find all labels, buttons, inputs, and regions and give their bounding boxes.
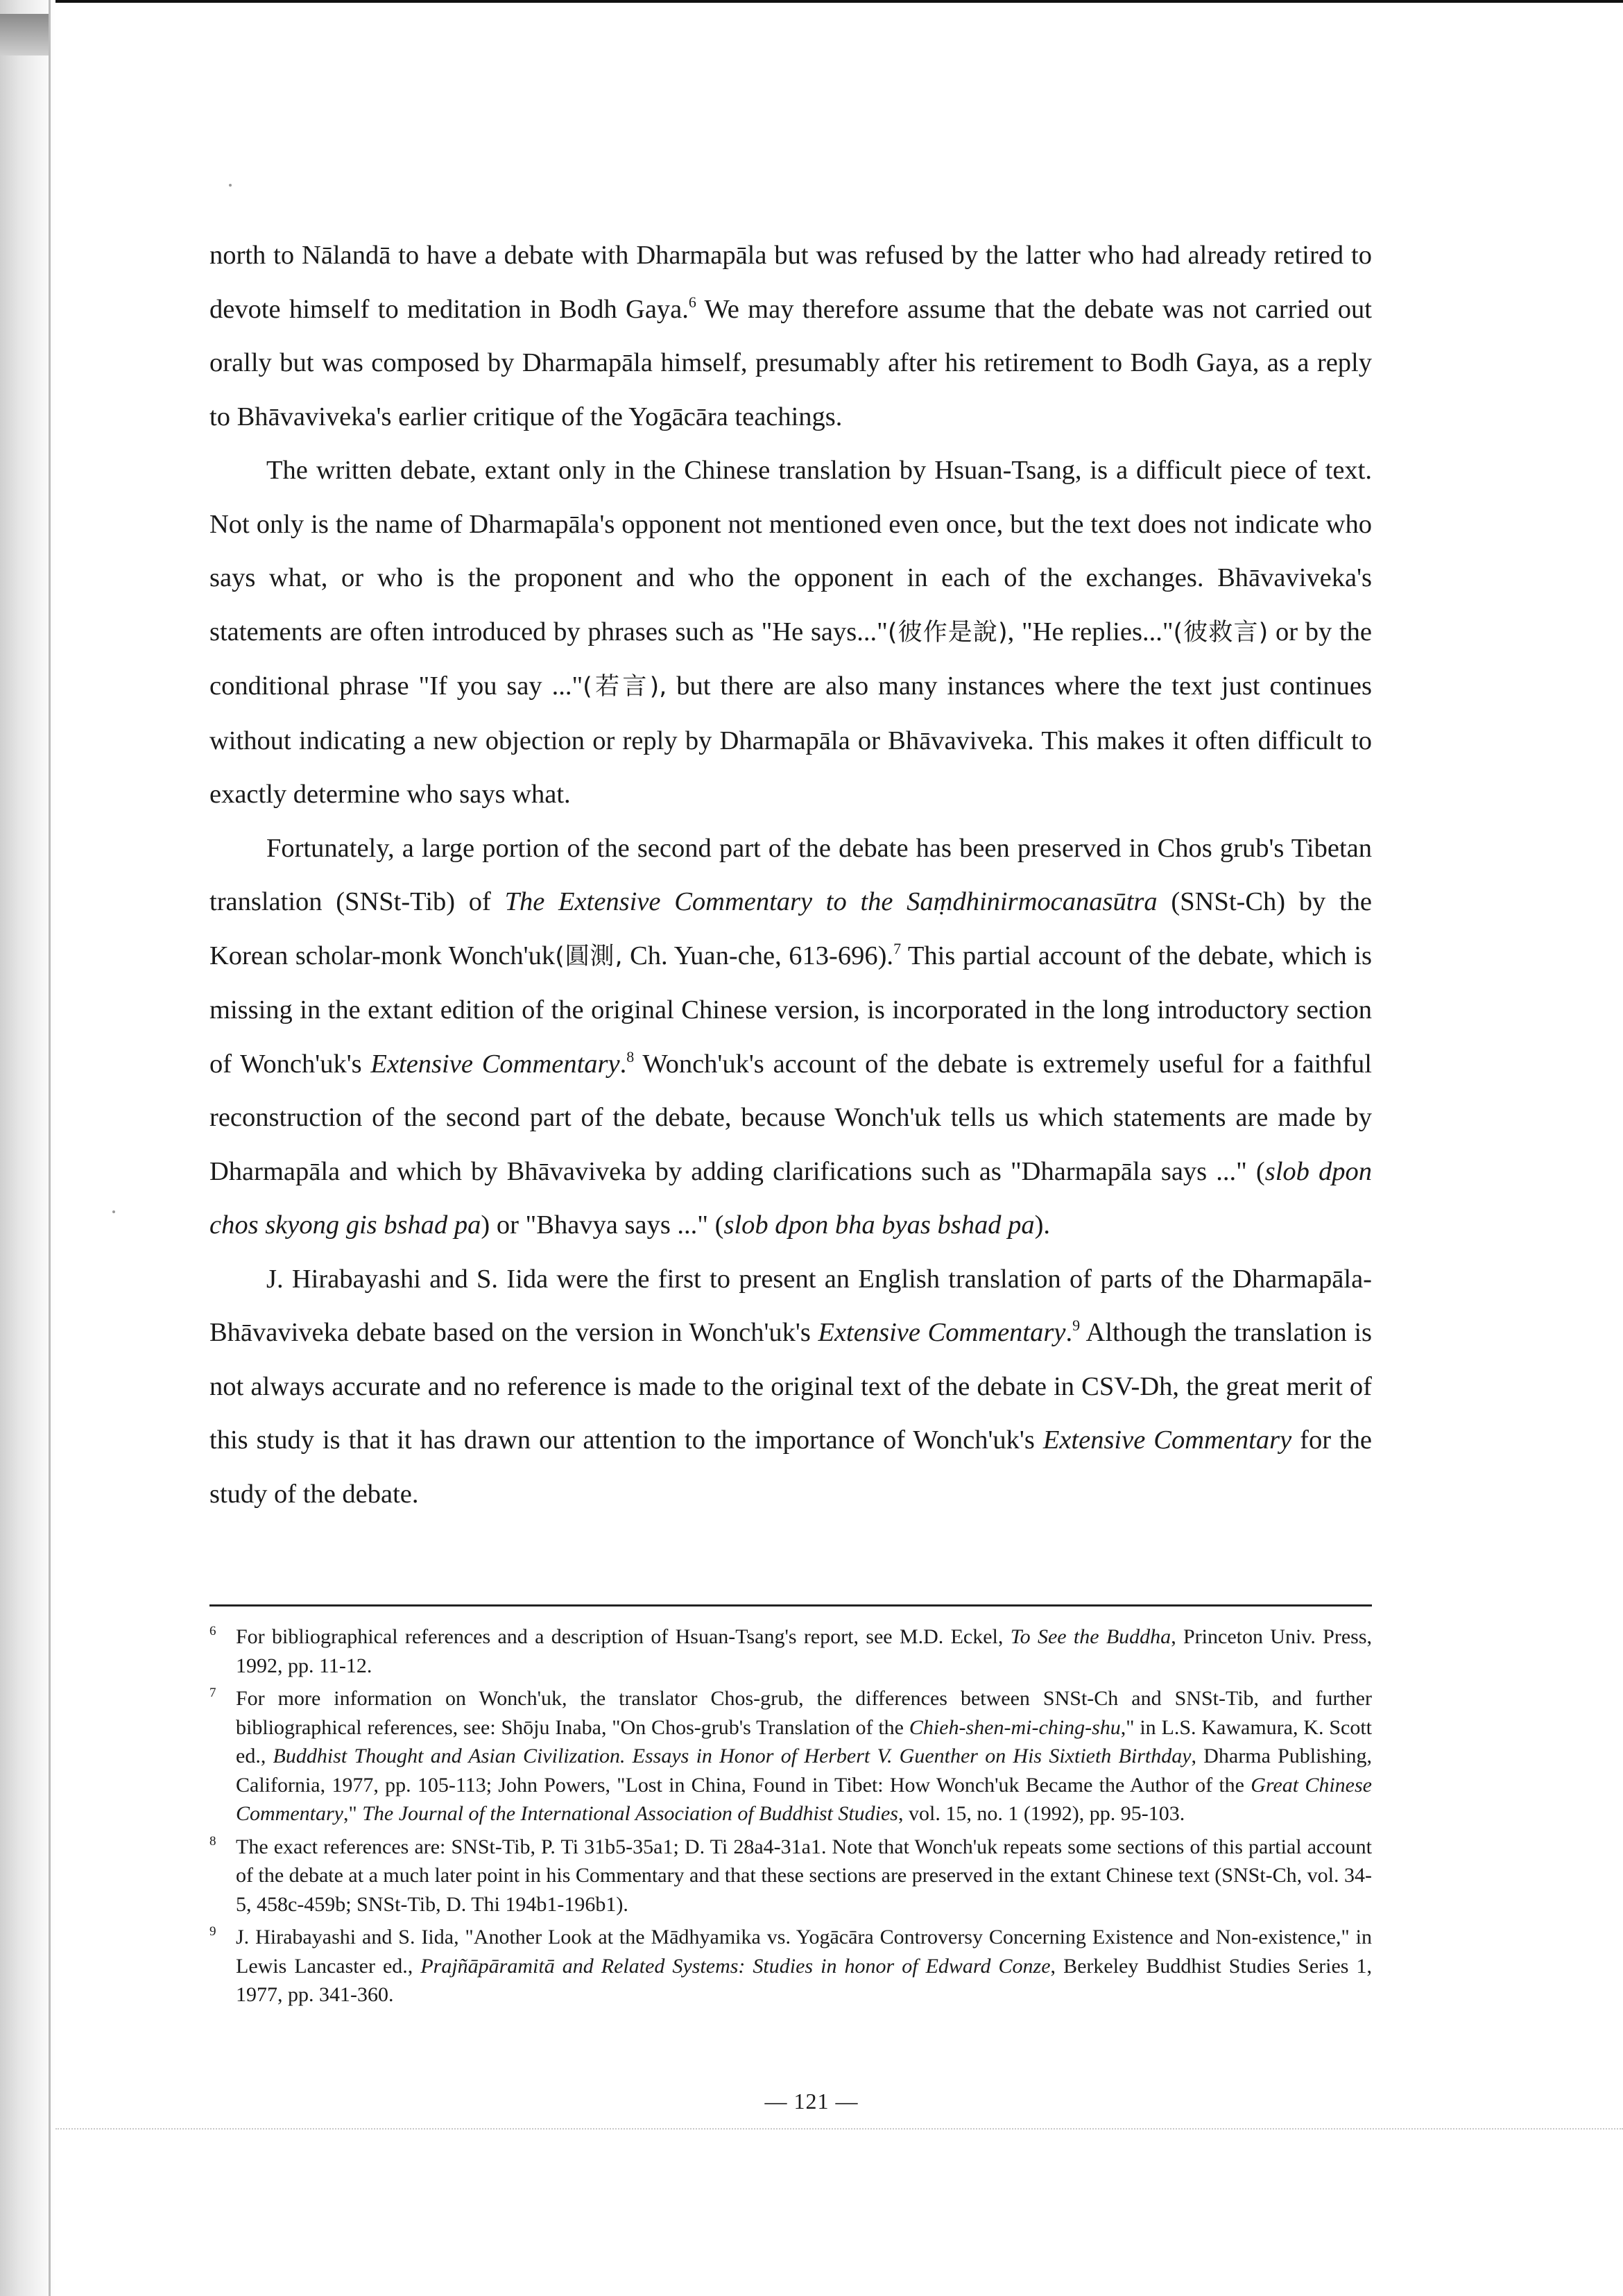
text-run: ," in L.S. Kawamura, K. Scott ed., [236,1715,1372,1767]
footnote-number: 8 [209,1833,216,1849]
footnote-6 [209,1622,1372,1680]
paragraph-3 [209,822,1372,1253]
footnote-number: 7 [209,1686,216,1700]
scan-bottom-edge [55,2128,1623,2130]
paragraph-2 [209,444,1372,822]
footnote-7 [209,1684,1372,1828]
footnote-ref-8[interactable]: 8 [626,1047,635,1065]
footnote-number: 6 [209,1624,216,1638]
footnote-8 [209,1833,1372,1919]
text-run: ). [1034,1210,1051,1240]
text-run: Ch. Yuan-che, 613-696). [622,941,894,970]
paragraph-4 [209,1253,1372,1522]
text-run: ) or "Bhavya says ..." ( [481,1210,724,1240]
footnote-number: 9 [209,1924,216,1939]
italic-phrase: slob dpon bha byas bshad pa [723,1210,1035,1240]
text-run: , "He replies..." [1007,617,1174,646]
italic-title: Buddhist Thought and Asian Civilization. Essays in Honor of Herbert V. Guenther on His Sixtieth Birthday [273,1745,1192,1767]
footnote-rule [209,1604,1372,1607]
text-run: , vol. 15, no. 1 (1992), pp. 95-103. [898,1802,1185,1825]
text-run: J. Hirabayashi and S. Iida were the first to present an English translation of parts of the Dharmapāla-Bhāvaviveka debate based on the version in Wonch'uk's [209,1264,1372,1347]
cjk-phrase: (圓測, [555,942,623,970]
scan-speck [112,1210,115,1213]
footnote-ref-6[interactable]: 6 [688,293,696,311]
italic-title: The Journal of the International Association of Buddhist Studies [362,1802,898,1825]
footnote-ref-7[interactable]: 7 [893,939,902,957]
footnotes [209,1622,1372,2014]
text-run: , Berkeley Buddhist Studies Series 1, 1977, pp. 341-360. [236,1954,1373,2006]
text-run: Wonch'uk's account of the debate is extremely useful for a faithful reconstruction of the second part of the debate, because Wonch'uk tells us which statements are made by Dharmapāla and which by Bhāvaviveka by adding clarifications such as "Dharmapāla says ..." ( [209,1049,1372,1186]
cjk-phrase: (若言), [583,673,667,701]
text-run: For more information on Wonch'uk, the translator Chos-grub, the differences between SNSt-Ch and SNSt-Tib, and further bibliographical references, see: Shōju Inaba, "On Chos-grub's Translation of the [236,1687,1372,1739]
text-run: for the study of the debate. [209,1425,1373,1509]
text-run: or by the conditional phrase "If you say ..." [209,617,1373,701]
text-run: (SNSt-Ch) by the Korean scholar-monk Wonch'uk [209,887,1373,970]
text-run: This partial account of the debate, which is missing in the extant edition of the original Chinese version, is incorporated in the long introductory section of Wonch'uk's [209,941,1373,1079]
italic-title: Extensive Commentary [818,1318,1066,1347]
text-run: . [619,1049,627,1079]
footnote-ref-9[interactable]: 9 [1072,1317,1081,1334]
italic-title: Extensive Commentary [1042,1425,1292,1455]
italic-title: The Extensive Commentary to the Saṃdhinirmocanasūtra [504,887,1158,916]
text-run: The written debate, extant only in the Chinese translation by Hsuan-Tsang, is a difficult piece of text. Not only is the name of Dharmapāla's opponent not mentioned even once, but the text does not indicate who says what, or who is the proponent and who the opponent in each of the exchanges. Bhāvaviveka's statements are often introduced by phrases such as "He says..." [209,456,1372,646]
scan-binding-corner [0,14,49,55]
text-run: Fortunately, a large portion of the second part of the debate has been preserved in Chos grub's Tibetan translation (SNSt-Tib) of [209,833,1372,916]
scan-speck [229,184,232,187]
text-run: J. Hirabayashi and S. Iida, "Another Look at the Mādhyamika vs. Yogācāra Controversy Concerning Existence and Non-existence," in Lewis Lancaster ed., [236,1926,1372,1978]
text-run: , Dharma Publishing, California, 1977, pp. 105-113; John Powers, "Lost in China, Found in Tibet: How Wonch'uk Became the Author of the [236,1745,1372,1797]
text-run: . [1065,1318,1073,1347]
scan-binding-shadow [0,0,55,2296]
cjk-phrase: (彼作是說) [887,618,1008,646]
italic-title: To See the Buddha [1010,1625,1171,1648]
text-run: north to Nālandā to have a debate with Dharmapāla but was refused by the latter who had already retired to devote himself to meditation in Bodh Gaya. [209,241,1372,324]
text-run: but there are also many instances where the text just continues without indicating a new objection or reply by Dharmapāla or Bhāvaviveka. This makes it often difficult to exactly determine who says what. [209,671,1373,809]
italic-title: Great Chinese Commentary [236,1773,1372,1825]
italic-title: Prajñāpāramitā and Related Systems: Studies in honor of Edward Conze [420,1954,1051,1978]
text-run: The exact references are: SNSt-Tib, P. Ti 31b5-35a1; D. Ti 28a4-31a1. Note that Wonch'uk repeats some sections of this partial account of the debate at a much later point in his Commentary and that these sections are preserved in the extant Chinese text (SNSt-Ch, vol. 34-5, 458c-459b; SNSt-Tib, D. Thi 194b1-196b1). [236,1835,1372,1916]
text-run: , Princeton Univ. Press, 1992, pp. 11-12. [236,1625,1372,1677]
footnote-9 [209,1923,1372,2010]
text-run: We may therefore assume that the debate was not carried out orally but was composed by Dharmapāla himself, presumably after his retirement to Bodh Gaya, as a reply to Bhāvaviveka's earlier critique of the Yogācāra teachings. [209,294,1372,431]
text-run: Although the translation is not always accurate and no reference is made to the original text of the debate in CSV-Dh, the great merit of this study is that it has drawn our attention to the importance of Wonch'uk's [209,1318,1372,1455]
italic-phrase: slob dpon chos skyong gis bshad pa [209,1156,1372,1240]
scan-binding-edge [49,0,51,2296]
main-text [209,229,1372,1521]
page-number: — 121 — [764,2089,859,2114]
italic-title: Chieh-shen-mi-ching-shu [909,1715,1121,1739]
cjk-phrase: (彼救言) [1173,618,1269,646]
text-run: ," [343,1802,363,1825]
paragraph-1 [209,229,1372,444]
scan-top-edge [0,0,1623,3]
italic-title: Extensive Commentary [370,1049,620,1079]
text-run: For bibliographical references and a description of Hsuan-Tsang's report, see M.D. Eckel, [236,1625,1011,1648]
